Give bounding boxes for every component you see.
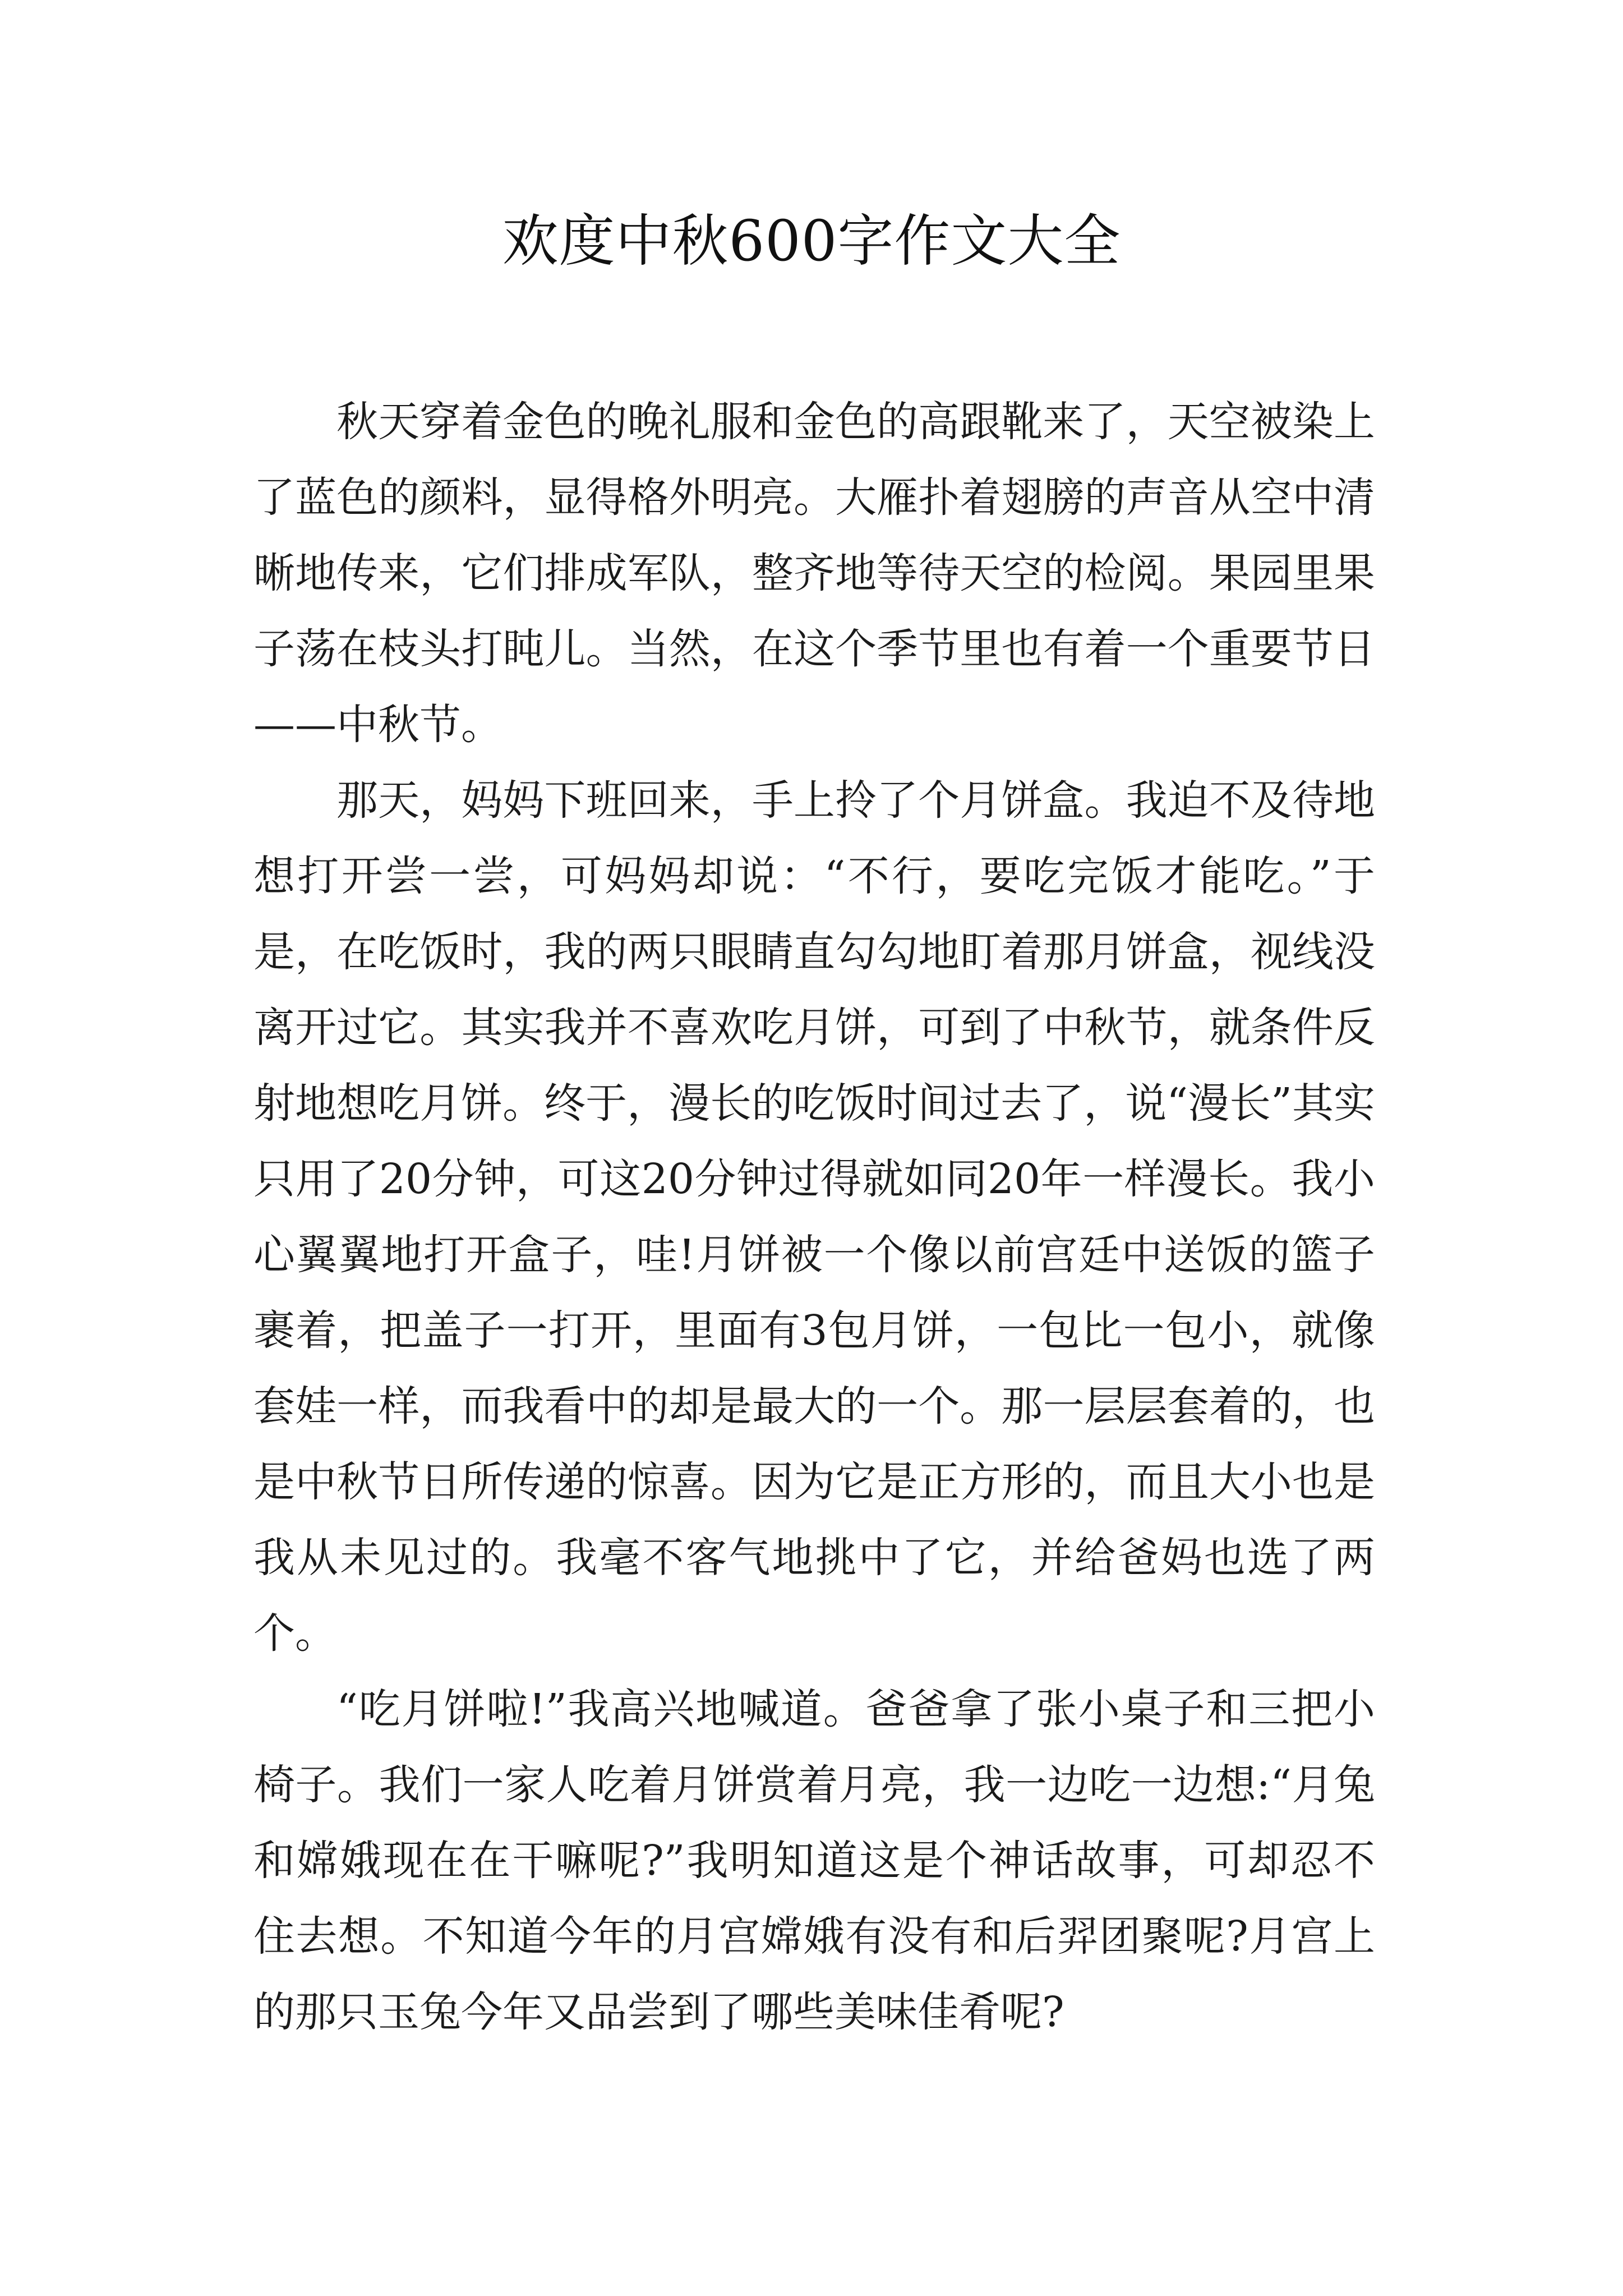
paragraph: 那天，妈妈下班回来，手上拎了个月饼盒。我迫不及待地想打开尝一尝，可妈妈却说：“不行，要吃完饭才能吃。”于是，在吃饭时，我的两只眼睛直勾勾地盯着那月饼盒，视线没离开过它。其实我并不喜欢吃月饼，可到了中秋节，就条件反射地想吃月饼。终于，漫长的吃饭时间过去了，说“漫长”其实只用了20分钟，可这20分钟过得就如同20年一样漫长。我小心翼翼地打开盒子，哇!月饼被一个像以前宫廷中送饭的篮子裹着，把盖子一打开，里面有3包月饼，一包比一包小，就像套娃一样，而我看中的却是最大的一个。那一层层套着的，也是中秋节日所传递的惊喜。因为它是正方形的，而且大小也是我从未见过的。我毫不客气地挑中了它，并给爸妈也选了两个。	[253, 776, 1375, 1658]
document-body	[253, 384, 1375, 2050]
document-title: 欢度中秋600字作文大全	[502, 208, 1121, 274]
paragraph: 秋天穿着金色的晚礼服和金色的高跟靴来了，天空被染上了蓝色的颜料，显得格外明亮。大雁扑着翅膀的声音从空中清晰地传来，它们排成军队，整齐地等待天空的检阅。果园里果子荡在枝头打盹儿。当然，在这个季节里也有着一个重要节日——中秋节。	[253, 398, 1375, 749]
paragraph: “吃月饼啦!”我高兴地喊道。爸爸拿了张小桌子和三把小椅子。我们一家人吃着月饼赏着月亮，我一边吃一边想:“月兔和嫦娥现在在干嘛呢?”我明知道这是个神话故事，可却忍不住去想。不知道今年的月宫嫦娥有没有和后羿团聚呢?月宫上的那只玉兔今年又品尝到了哪些美味佳肴呢?	[253, 1685, 1375, 2036]
